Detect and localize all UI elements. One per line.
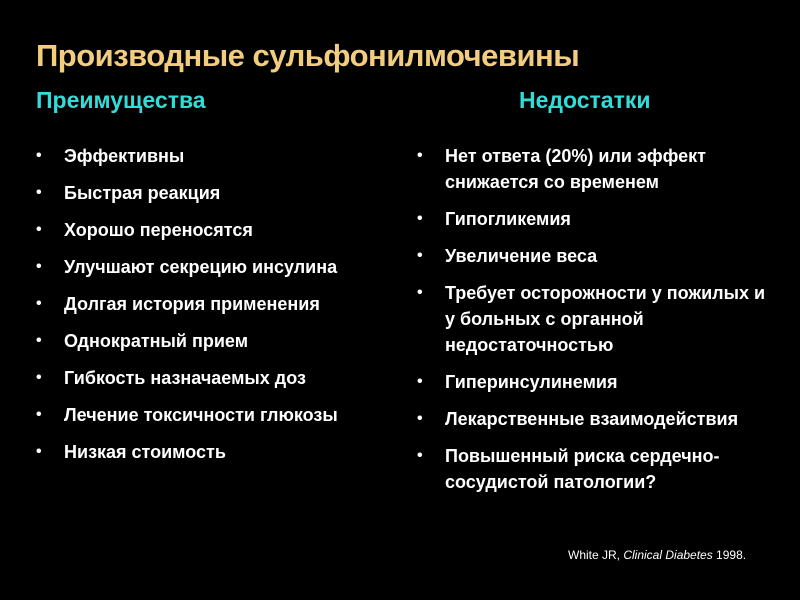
list-item-text: Гибкость назначаемых доз bbox=[64, 368, 306, 388]
list-item bbox=[417, 143, 777, 195]
list-item-text: Улучшают секрецию инсулина bbox=[64, 257, 338, 277]
list-item-text: Увеличение веса bbox=[445, 246, 598, 266]
list-item bbox=[417, 369, 777, 395]
list-item bbox=[36, 143, 396, 169]
slide-title: Производные сульфонилмочевины bbox=[36, 38, 580, 73]
list-item-text: Лекарственные взаимодействия bbox=[445, 409, 739, 429]
bullet-icon: • bbox=[36, 332, 42, 349]
list-item-text: Низкая стоимость bbox=[64, 442, 226, 462]
list-item bbox=[417, 406, 777, 432]
list-item-text: Требует осторожности у пожилых и у больных с органной недостаточностью bbox=[445, 283, 766, 355]
list-item bbox=[36, 180, 396, 206]
bullet-icon: • bbox=[36, 406, 42, 423]
list-item-text: Однократный прием bbox=[64, 331, 249, 351]
list-item-text: Хорошо переносятся bbox=[64, 220, 253, 240]
list-item bbox=[417, 243, 777, 269]
bullet-icon: • bbox=[36, 369, 42, 386]
bullet-icon: • bbox=[417, 147, 423, 164]
list-item bbox=[36, 365, 396, 391]
bullet-icon: • bbox=[36, 295, 42, 312]
list-item bbox=[36, 291, 396, 317]
citation-journal: Clinical Diabetes bbox=[623, 548, 713, 562]
list-item bbox=[36, 402, 396, 428]
list-item-text: Нет ответа (20%) или эффект снижается со временем bbox=[445, 146, 706, 192]
bullet-icon: • bbox=[417, 284, 423, 301]
bullet-icon: • bbox=[417, 247, 423, 264]
advantages-list bbox=[36, 143, 396, 476]
list-item-text: Гипогликемия bbox=[445, 209, 571, 229]
citation-year: 1998. bbox=[712, 548, 747, 562]
disadvantages-heading: Недостатки bbox=[519, 87, 651, 113]
citation bbox=[568, 548, 746, 562]
list-item-text: Повышенный риска сердечно-сосудистой патологии? bbox=[445, 446, 720, 492]
citation-author: White JR, bbox=[568, 548, 624, 562]
list-item-text: Лечение токсичности глюкозы bbox=[64, 405, 338, 425]
bullet-icon: • bbox=[36, 221, 42, 238]
list-item-text: Долгая история применения bbox=[64, 294, 320, 314]
bullet-icon: • bbox=[417, 373, 423, 390]
advantages-heading: Преимущества bbox=[36, 87, 206, 113]
list-item-text: Гиперинсулинемия bbox=[445, 372, 618, 392]
list-item bbox=[417, 443, 777, 495]
list-item bbox=[36, 439, 396, 465]
bullet-icon: • bbox=[36, 184, 42, 201]
bullet-icon: • bbox=[36, 443, 42, 460]
disadvantages-list bbox=[417, 143, 777, 506]
list-item bbox=[417, 206, 777, 232]
list-item bbox=[36, 217, 396, 243]
bullet-icon: • bbox=[417, 410, 423, 427]
bullet-icon: • bbox=[36, 147, 42, 164]
list-item bbox=[36, 328, 396, 354]
bullet-icon: • bbox=[417, 447, 423, 464]
list-item-text: Эффективны bbox=[64, 146, 185, 166]
list-item-text: Быстрая реакция bbox=[64, 183, 221, 203]
list-item bbox=[417, 280, 777, 358]
list-item bbox=[36, 254, 396, 280]
bullet-icon: • bbox=[36, 258, 42, 275]
bullet-icon: • bbox=[417, 210, 423, 227]
